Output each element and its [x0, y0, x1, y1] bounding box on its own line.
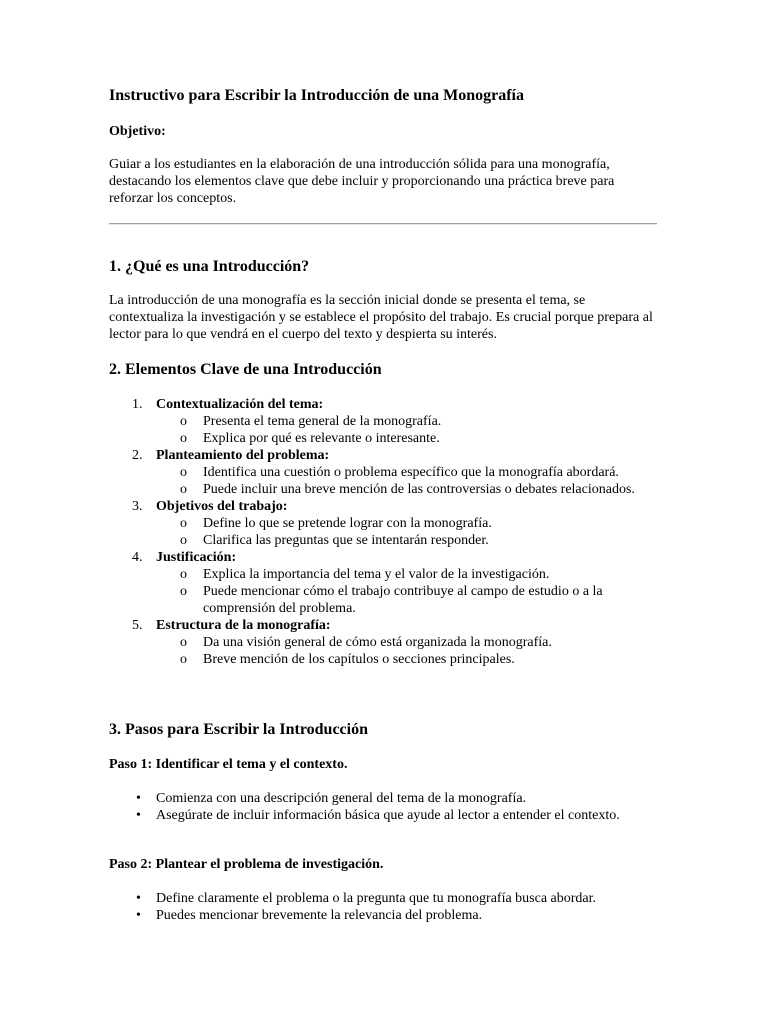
sub-list-item [156, 532, 643, 549]
circle-bullet-icon: o [180, 482, 187, 497]
sub-list [156, 464, 657, 498]
sub-list-item [156, 651, 643, 668]
key-element-1 [109, 396, 657, 447]
section-3-heading: 3. Pasos para Escribir la Introducción [109, 721, 368, 738]
sub-list-item [156, 583, 643, 617]
circle-bullet-icon: o [180, 567, 187, 582]
circle-bullet-icon: o [180, 533, 187, 548]
key-element-5 [109, 617, 657, 668]
key-element-2 [109, 447, 657, 498]
sub-list [156, 566, 657, 617]
step-2-list [109, 890, 657, 924]
list-item-text: Asegúrate de incluir información básica que ayude al lector a entender el contexto. [156, 808, 620, 823]
section-2-heading: 2. Elementos Clave de una Introducción [109, 361, 382, 378]
sub-item-text: Da una visión general de cómo está organizada la monografía. [203, 635, 552, 650]
bullet-icon: • [136, 908, 141, 923]
circle-bullet-icon: o [180, 584, 187, 599]
list-number: 2. [132, 448, 143, 463]
list-item-text: Puedes mencionar brevemente la relevancia del problema. [156, 908, 483, 923]
sub-list-item [156, 634, 643, 651]
circle-bullet-icon: o [180, 652, 187, 667]
key-elements-list [109, 396, 657, 668]
list-item-text: Comienza con una descripción general del tema de la monografía. [156, 791, 527, 806]
step-1-list [109, 790, 657, 824]
list-item [109, 790, 657, 807]
sub-item-text: Identifica una cuestión o problema específico que la monografía abordará. [203, 465, 619, 480]
list-item [109, 807, 657, 824]
sub-item-text: Clarifica las preguntas que se intentarán responder. [203, 533, 489, 548]
bullet-icon: • [136, 791, 141, 806]
sub-item-text: Explica la importancia del tema y el valor de la investigación. [203, 567, 550, 582]
sub-item-text: Define lo que se pretende lograr con la monografía. [203, 516, 492, 531]
sub-list [156, 634, 657, 668]
bullet-icon: • [136, 808, 141, 823]
sub-item-text: Puede mencionar cómo el trabajo contribuye al campo de estudio o a la comprensión del problema. [203, 584, 603, 616]
list-item [109, 907, 657, 924]
sub-item-text: Breve mención de los capítulos o secciones principales. [203, 652, 515, 667]
key-element-label: Objetivos del trabajo: [156, 499, 288, 514]
step-1-heading: Paso 1: Identificar el tema y el contexto. [109, 757, 348, 772]
circle-bullet-icon: o [180, 635, 187, 650]
horizontal-divider [109, 223, 657, 225]
list-number: 1. [132, 397, 143, 412]
list-number: 3. [132, 499, 143, 514]
sub-item-text: Puede incluir una breve mención de las controversias o debates relacionados. [203, 482, 635, 497]
key-element-label: Planteamiento del problema: [156, 448, 330, 463]
sub-list-item [156, 566, 643, 583]
sub-list [156, 413, 657, 447]
sub-list-item [156, 515, 643, 532]
circle-bullet-icon: o [180, 465, 187, 480]
circle-bullet-icon: o [180, 516, 187, 531]
sub-list [156, 515, 657, 549]
list-item-text: Define claramente el problema o la pregunta que tu monografía busca abordar. [156, 891, 597, 906]
list-item [109, 890, 657, 907]
sub-list-item [156, 430, 643, 447]
bullet-icon: • [136, 891, 141, 906]
circle-bullet-icon: o [180, 414, 187, 429]
objective-label: Objetivo: [109, 124, 166, 139]
sub-list-item [156, 481, 643, 498]
key-element-4 [109, 549, 657, 617]
sub-item-text: Explica por qué es relevante o interesante. [203, 431, 440, 446]
key-element-3 [109, 498, 657, 549]
step-2-heading: Paso 2: Plantear el problema de investigación. [109, 857, 384, 872]
key-element-label: Justificación: [156, 550, 237, 565]
section-1-paragraph: La introducción de una monografía es la sección inicial donde se presenta el tema, se contextualiza la investigación y se establece el propósito del trabajo. Es crucial porque prepara al lector para lo que vendrá en el cuerpo del texto y despierta su interés. [109, 293, 653, 342]
sub-list-item [156, 413, 643, 430]
sub-item-text: Presenta el tema general de la monografía. [203, 414, 442, 429]
list-number: 5. [132, 618, 143, 633]
section-1-heading: 1. ¿Qué es una Introducción? [109, 258, 310, 275]
document-title: Instructivo para Escribir la Introducción de una Monografía [109, 87, 524, 104]
key-element-label: Contextualización del tema: [156, 397, 324, 412]
list-number: 4. [132, 550, 143, 565]
sub-list-item [156, 464, 643, 481]
key-element-label: Estructura de la monografía: [156, 618, 331, 633]
circle-bullet-icon: o [180, 431, 187, 446]
objective-text: Guiar a los estudiantes en la elaboración de una introducción sólida para una monografía, destacando los elementos clave que debe incluir y proporcionando una práctica breve para reforzar los conceptos. [109, 157, 615, 206]
